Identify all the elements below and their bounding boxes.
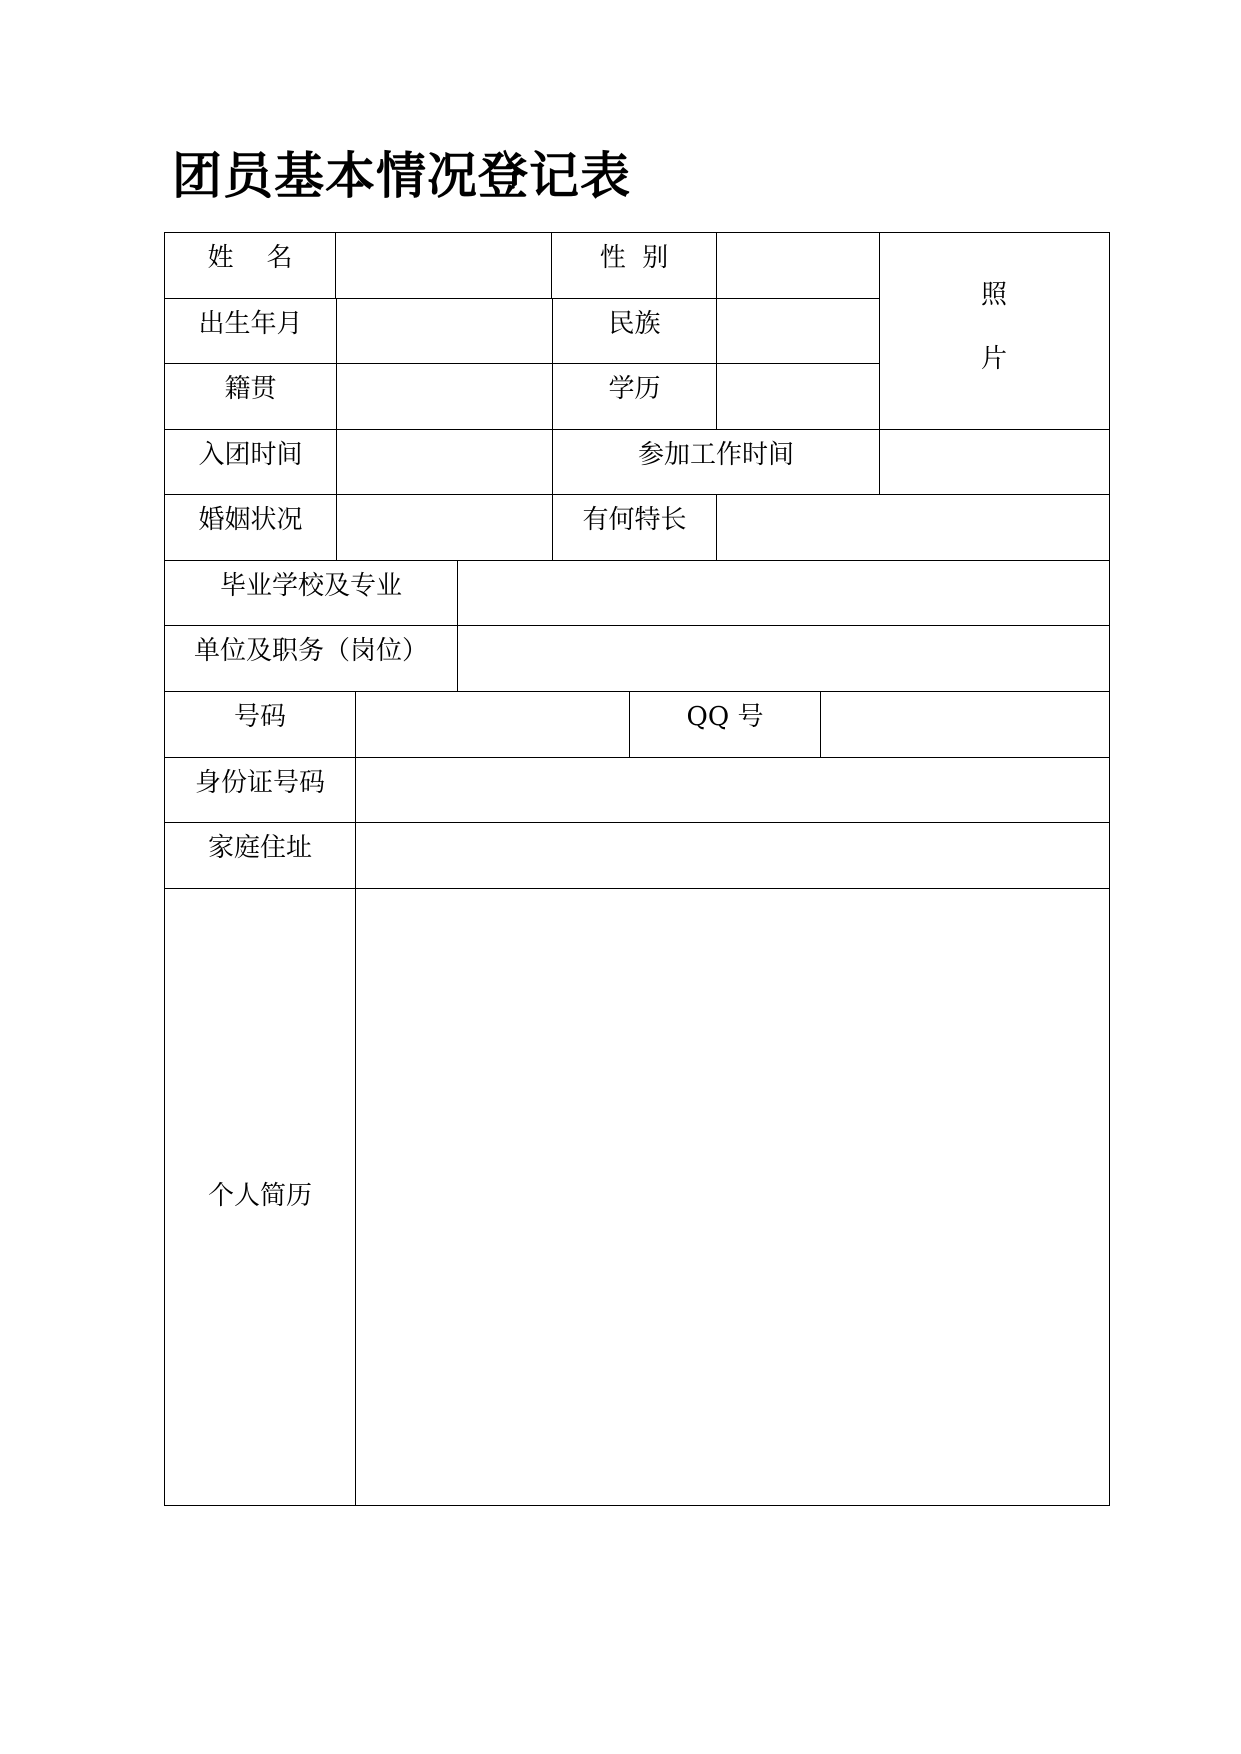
name-label: 姓 名 <box>207 243 293 274</box>
school-major-field[interactable] <box>458 561 1109 625</box>
native-place-field[interactable] <box>337 364 552 429</box>
qq-field[interactable] <box>821 692 1109 757</box>
page-title: 团员基本情况登记表 <box>172 146 631 205</box>
ethnicity-field[interactable] <box>717 299 879 363</box>
address-field[interactable] <box>356 823 1109 888</box>
photo-label-char: 照 <box>981 280 1008 310</box>
league-join-date-field[interactable] <box>337 430 552 494</box>
school-major-label: 毕业学校及专业 <box>219 571 402 602</box>
name-field[interactable] <box>336 233 551 298</box>
table-border-right <box>1109 232 1110 1506</box>
work-start-date-label: 参加工作时间 <box>637 440 794 471</box>
marital-status-label: 婚姻状况 <box>198 505 303 536</box>
ethnicity-label: 民族 <box>608 309 661 340</box>
birth-label: 出生年月 <box>198 309 303 340</box>
address-label: 家庭住址 <box>207 833 312 864</box>
specialty-label: 有何特长 <box>582 505 687 536</box>
employer-position-label: 单位及职务（岗位） <box>193 636 428 667</box>
work-start-date-field[interactable] <box>880 430 1109 494</box>
phone-field[interactable] <box>356 692 629 757</box>
phone-label: 号码 <box>233 702 286 733</box>
employer-position-field[interactable] <box>458 626 1109 691</box>
gender-label: 性 别 <box>599 243 669 274</box>
birth-field[interactable] <box>337 299 552 363</box>
table-border-bottom <box>164 1505 1110 1506</box>
specialty-field[interactable] <box>717 495 1109 560</box>
marital-status-field[interactable] <box>337 495 552 560</box>
resume-label: 个人简历 <box>207 1181 312 1212</box>
id-number-label: 身份证号码 <box>194 768 325 799</box>
education-label: 学历 <box>608 374 661 405</box>
gender-field[interactable] <box>717 233 879 298</box>
id-number-field[interactable] <box>356 758 1109 822</box>
resume-field[interactable] <box>356 889 1109 1505</box>
education-field[interactable] <box>717 364 879 429</box>
native-place-label: 籍贯 <box>224 374 277 405</box>
league-join-date-label: 入团时间 <box>198 440 303 471</box>
photo-label-char: 片 <box>981 344 1008 374</box>
photo-box[interactable] <box>880 233 1109 429</box>
qq-label: QQ 号 <box>686 702 764 733</box>
